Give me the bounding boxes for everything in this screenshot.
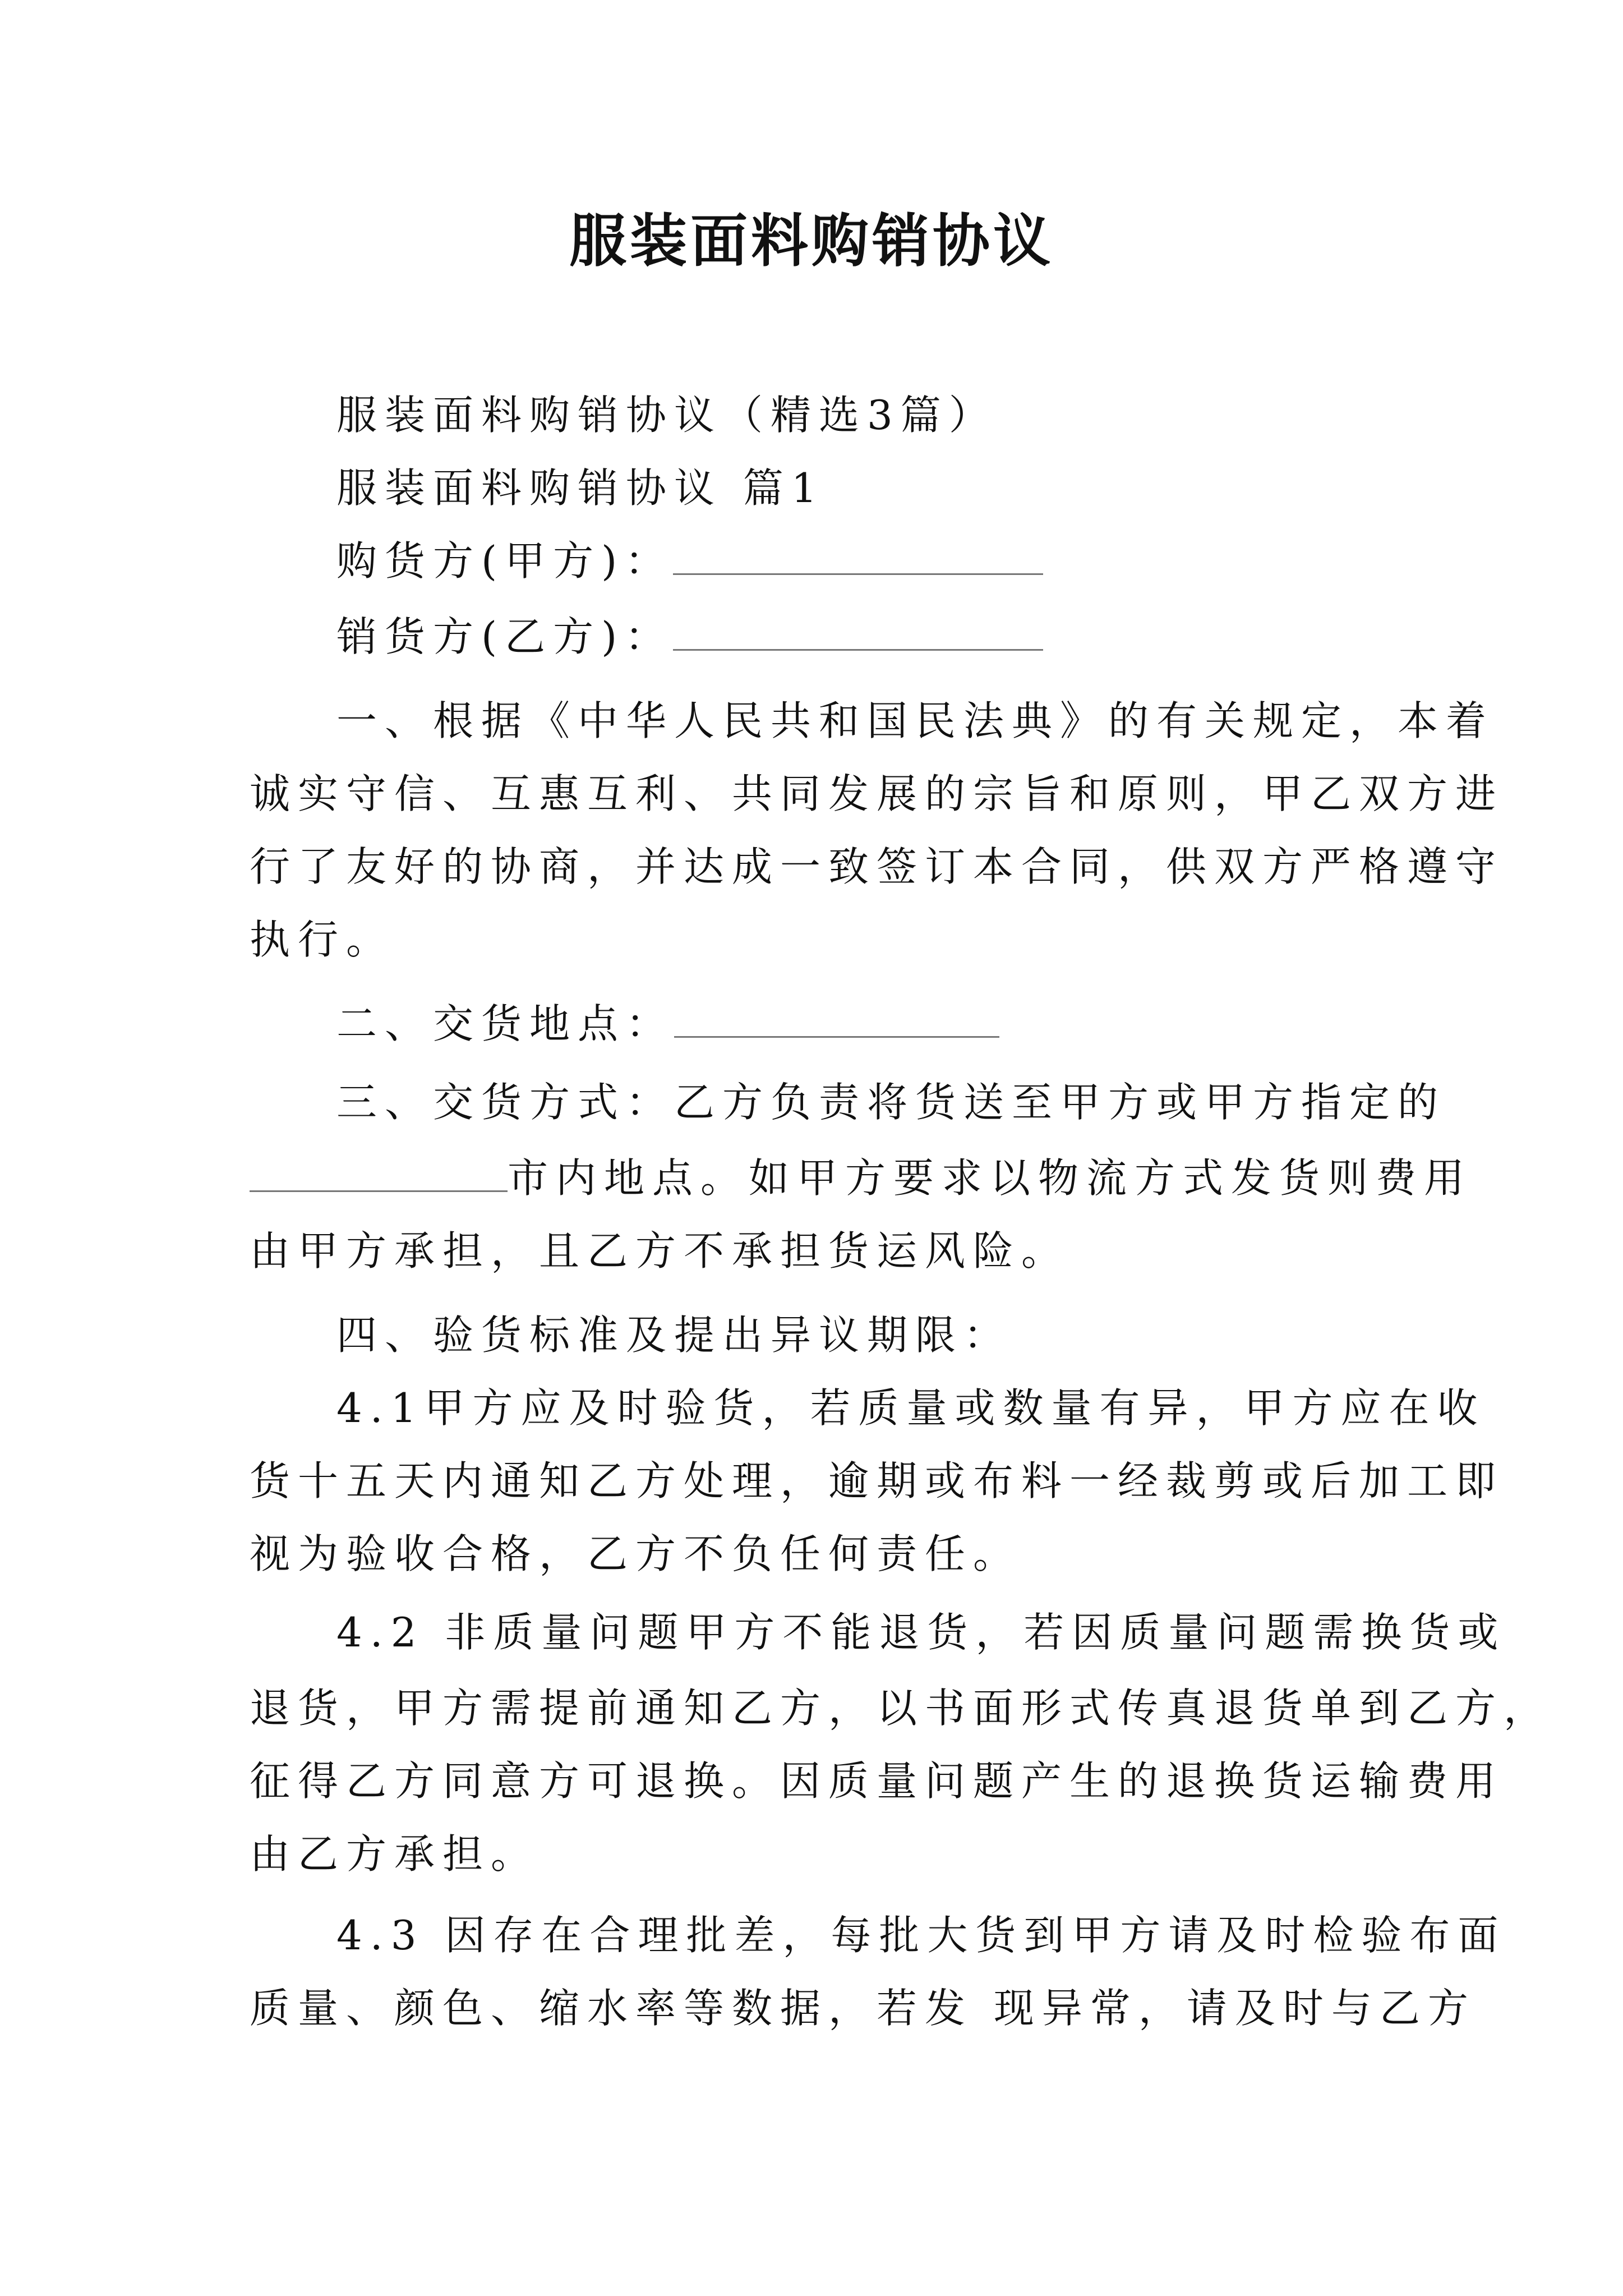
buyer-label: 购货方(甲方)： [336,537,674,585]
section-heading: 服装面料购销协议 篇1 [336,464,825,512]
delivery-destination-blank [250,1151,508,1192]
paragraph-line: 由甲方承担，且乙方不承担货运风险。 [250,1227,1070,1274]
subtitle-line: 服装面料购销协议（精选3篇） [336,392,997,439]
paragraph-line: 三、交货方式：乙方负责将货送至甲方或甲方指定的 [336,1079,1446,1126]
paragraph-line: 由乙方承担。 [250,1830,540,1878]
paragraph-line: 征得乙方同意方可退换。因质量问题产生的退换货运输费用 [250,1757,1504,1805]
paragraph-line: 退货，甲方需提前通知乙方，以书面形式传真退货单到乙方， [250,1685,1552,1732]
paragraph-line: 执行。 [250,916,395,963]
paragraph-line: 四、验货标准及提出异议期限： [336,1312,1012,1359]
paragraph-line: 一、根据《中华人民共和国民法典》的有关规定，本着 [336,697,1495,744]
delivery-place-line [336,996,1396,1052]
paragraph-line: 4.2 非质量问题甲方不能退货，若因质量问题需换货或 [336,1609,1506,1656]
delivery-place-blank [674,997,999,1038]
seller-line [336,609,1396,665]
paragraph-line: 质量、颜色、缩水率等数据，若发 现异常，请及时与乙方 [250,1985,1476,2032]
paragraph-line: 4.1甲方应及时验货，若质量或数量有异，甲方应在收 [336,1384,1486,1432]
delivery-method-line [250,1150,1473,1206]
paragraph-line: 行了友好的协商，并达成一致签订本合同，供双方严格遵守 [250,843,1504,890]
paragraph-line: 诚实守信、互惠互利、共同发展的宗旨和原则，甲乙双方进 [250,770,1504,817]
seller-label: 销货方(乙方)： [336,613,674,660]
buyer-blank [673,534,1043,575]
delivery-method-text: 市内地点。如甲方要求以物流方式发货则费用 [508,1154,1473,1202]
paragraph-line: 视为验收合格，乙方不负任何责任。 [250,1530,1022,1577]
buyer-line [336,533,1396,589]
seller-blank [673,610,1043,651]
document-title: 服装面料购销协议 [569,208,1054,275]
paragraph-line: 货十五天内通知乙方处理，逾期或布料一经裁剪或后加工即 [250,1457,1504,1504]
paragraph-line: 4.3 因存在合理批差，每批大货到甲方请及时检验布面 [336,1912,1506,1959]
delivery-place-label: 二、交货地点： [336,1000,675,1047]
